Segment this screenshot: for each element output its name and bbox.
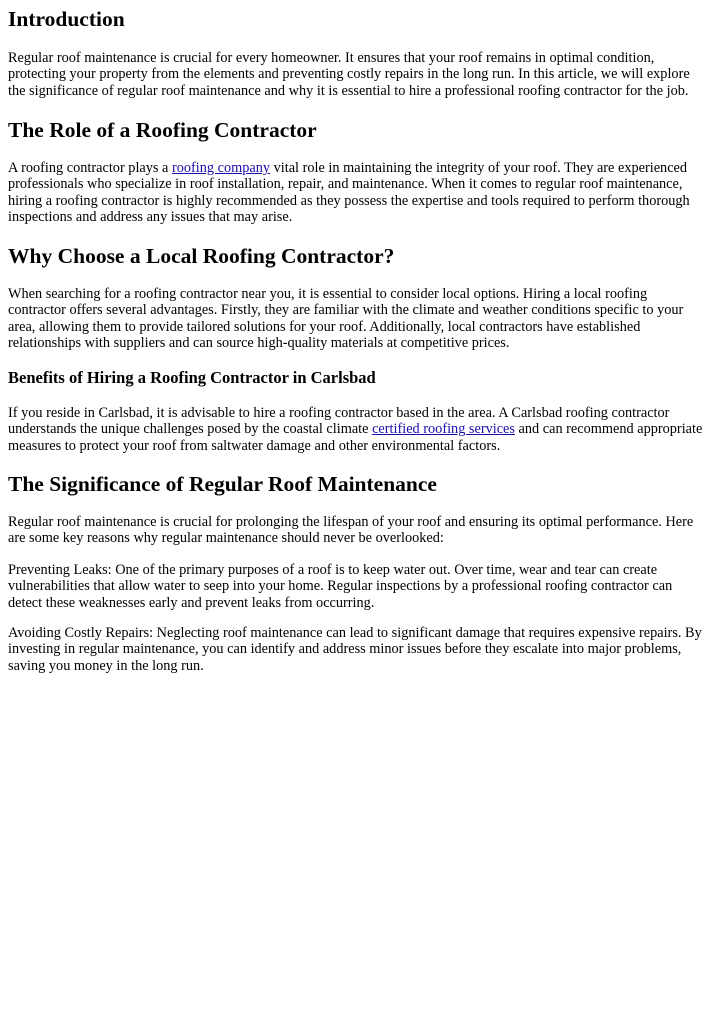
paragraph-preventing-leaks: Preventing Leaks: One of the primary purposes of a roof is to keep water out. Over time, wear and tear can create vulnerabilities that allow water to seep into your home. Regular inspections by a professional roofing contractor can detect these weaknesses early and prevent leaks from occurring. <box>8 562 673 611</box>
heading-carlsbad-benefits: Benefits of Hiring a Roofing Contractor in Carlsbad <box>8 368 376 387</box>
heading-role-of-contractor: The Role of a Roofing Contractor <box>8 118 317 142</box>
paragraph-text: and can recommend appropriate measures to protect your roof from saltwater damage and other environmental factors. <box>8 421 703 454</box>
paragraph-text: vital role in maintaining the integrity of your roof. They are experienced professionals who specialize in roof installation, repair, and maintenance. When it comes to regular roof maintenance, hiring a roofing contractor is highly recommended as they possess the expertise and tools required to perform thorough inspections and address any issues that may arise. <box>8 160 690 226</box>
paragraph-introduction: Regular roof maintenance is crucial for every homeowner. It ensures that your roof remains in optimal condition, protecting your property from the elements and preventing costly repairs in the long run. In this article, we will explore the significance of regular roof maintenance and why it is essential to hire a professional roofing contractor for the job. <box>8 50 690 99</box>
heading-significance: The Significance of Regular Roof Maintenance <box>8 472 437 496</box>
paragraph-role-of-contractor <box>8 160 708 226</box>
paragraph-local-contractor: When searching for a roofing contractor near you, it is essential to consider local options. Hiring a local roofing contractor offers several advantages. Firstly, they are familiar with the climate and weather conditions specific to your area, allowing them to provide tailored solutions for your roof. Additionally, local contractors have established relationships with suppliers and can source high-quality materials at competitive prices. <box>8 286 684 352</box>
roofing-company-link[interactable]: roofing company <box>171 160 271 176</box>
paragraph-significance: Regular roof maintenance is crucial for prolonging the lifespan of your roof and ensuring its optimal performance. Here are some key reasons why regular maintenance should never be overlooked: <box>8 514 694 547</box>
heading-introduction: Introduction <box>8 7 125 31</box>
certified-roofing-services-link[interactable]: certified roofing services <box>372 421 515 438</box>
paragraph-text: A roofing contractor plays a <box>8 160 172 176</box>
paragraph-avoiding-repairs: Avoiding Costly Repairs: Neglecting roof maintenance can lead to significant damage that requires expensive repairs. By investing in regular maintenance, you can identify and address minor issues before they escalate into major problems, saving you money in the long run. <box>8 625 702 674</box>
paragraph-carlsbad-benefits <box>8 405 720 454</box>
paragraph-text: If you reside in Carlsbad, it is advisable to hire a roofing contractor based in the area. A Carlsbad roofing contractor understands the unique challenges posed by the coastal climate <box>8 405 670 438</box>
heading-local-contractor: Why Choose a Local Roofing Contractor? <box>8 244 395 268</box>
